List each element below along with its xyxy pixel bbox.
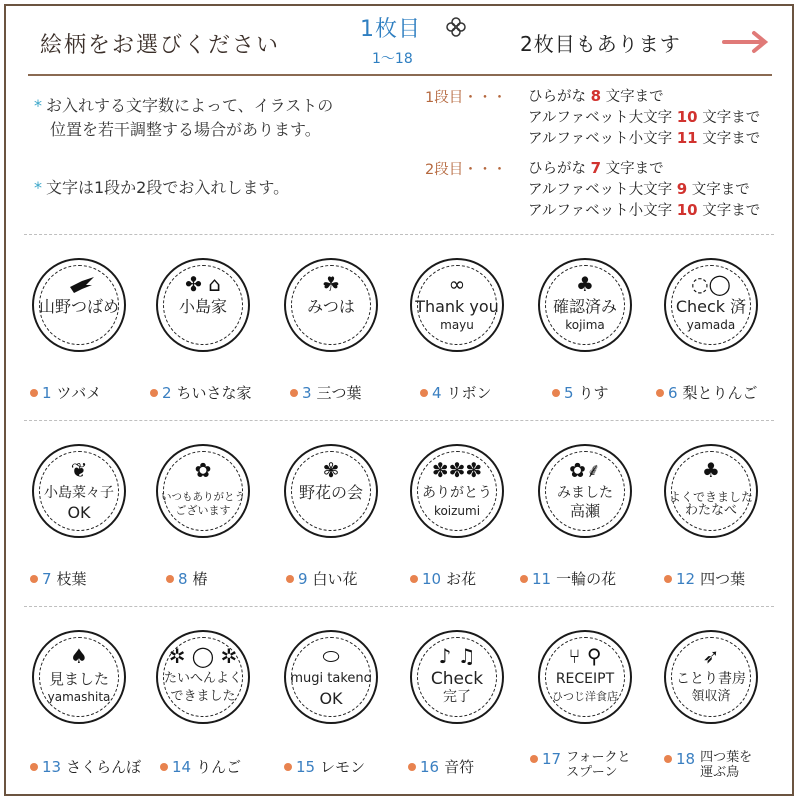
pear-apple-icon: ◌◯ — [691, 272, 731, 296]
caption-12: 12 四つ葉 — [664, 570, 745, 588]
apple-icon: ✲ ◯ ✲ — [168, 644, 238, 668]
four-leaf-icon: ♣ — [702, 458, 720, 482]
stamp-18[interactable]: ➶ ことり書房 領収済 — [664, 630, 758, 724]
stamp-16[interactable]: ♪ ♫ Check 完了 — [410, 630, 504, 724]
caption-17: 17 フォークと スプーン — [530, 750, 630, 780]
caption-16: 16 音符 — [408, 758, 474, 776]
caption-8: 8 椿 — [166, 570, 208, 588]
sheet-range: 1〜18 — [372, 51, 413, 67]
divider — [24, 606, 774, 607]
caption-6: 6 梨とりんご — [656, 384, 758, 402]
caption-9: 9 白い花 — [286, 570, 358, 588]
caption-7: 7 枝葉 — [30, 570, 87, 588]
caption-5: 5 りす — [552, 384, 609, 402]
cherry-icon: ♠ — [70, 644, 88, 668]
lemon-icon: ⬭ — [322, 644, 340, 668]
stamp-2[interactable]: ✤ ⌂ 小島家 — [156, 258, 250, 352]
bird-clover-icon: ➶ — [702, 644, 720, 668]
sheet-label: 1枚目 — [360, 17, 421, 42]
stamp-4[interactable]: ∞ Thank you mayu — [410, 258, 504, 352]
fork-spoon-icon: ⑂ ⚲ — [568, 644, 602, 668]
caption-10: 10 お花 — [410, 570, 476, 588]
header-divider — [28, 74, 772, 76]
stamp-6[interactable]: ◌◯ Check 済 yamada — [664, 258, 758, 352]
note-position: * お入れする文字数によって、イラストの 位置を若干調整する場合があります。 — [34, 96, 334, 139]
page-title: 絵柄をお選びください — [40, 33, 281, 58]
ribbon-icon: ∞ — [448, 272, 466, 296]
caption-18: 18 四つ葉を 運ぶ鳥 — [664, 750, 752, 780]
stamp-17[interactable]: ⑂ ⚲ RECEIPT ひつじ洋食店 — [538, 630, 632, 724]
rule-row2-head: 2段目・・・ — [425, 162, 507, 178]
caption-3: 3 三つ葉 — [290, 384, 362, 402]
squirrel-icon: ♣ — [576, 272, 594, 296]
caption-11: 11 一輪の花 — [520, 570, 616, 588]
white-flower-icon: ✾ — [322, 458, 340, 482]
clover-icon: ☘ — [322, 272, 340, 296]
caption-14: 14 りんご — [160, 758, 241, 776]
caption-13: 13 さくらんぼ — [30, 758, 141, 776]
stamp-15[interactable]: ⬭ mugi takeno OK — [284, 630, 378, 724]
stamp-1[interactable]: 山野つばめ — [32, 258, 126, 352]
stamp-7[interactable]: ❦ 小島菜々子 OK — [32, 444, 126, 538]
stamp-9[interactable]: ✾ 野花の会 — [284, 444, 378, 538]
camellia-icon: ✿ — [194, 458, 212, 482]
caption-4: 4 リボン — [420, 384, 492, 402]
caption-1: 1 ツバメ — [30, 384, 101, 402]
divider — [24, 234, 774, 235]
music-note-icon: ♪ ♫ — [438, 644, 476, 668]
house-icon: ✤ ⌂ — [185, 272, 221, 296]
stamp-8[interactable]: ✿ いつもありがとう ございます — [156, 444, 250, 538]
caption-2: 2 ちいさな家 — [150, 384, 252, 402]
divider — [24, 420, 774, 421]
next-sheet-link[interactable]: 2枚目もあります — [520, 32, 681, 56]
arrow-right-icon[interactable] — [720, 28, 772, 56]
rule-row1-head: 1段目・・・ — [425, 90, 507, 106]
stamp-5[interactable]: ♣ 確認済み kojima — [538, 258, 632, 352]
clover-icon — [445, 16, 467, 38]
stamp-13[interactable]: ♠ 見ました yamashita — [32, 630, 126, 724]
stamp-11[interactable]: ✿⸙ みました 高瀬 — [538, 444, 632, 538]
stamp-3[interactable]: ☘ みつは — [284, 258, 378, 352]
stamp-10[interactable]: ✽✽✽ ありがとう koizumi — [410, 444, 504, 538]
rule-row2: ひらがな 7 文字まで アルファベット大文字 9 文字まで アルファベット小文字 10 文字まで — [528, 159, 761, 219]
note-lines: * 文字は1段か2段でお入れします。 — [34, 178, 290, 197]
stamp-12[interactable]: ♣ よくできました わたなべ — [664, 444, 758, 538]
swallow-icon — [34, 273, 128, 299]
single-flower-icon: ✿⸙ — [569, 458, 601, 482]
rule-row1: ひらがな 8 文字まで アルファベット大文字 10 文字まで アルファベット小文字 11 文字まで — [528, 87, 761, 147]
caption-15: 15 レモン — [284, 758, 365, 776]
branch-icon: ❦ — [70, 458, 88, 482]
stamp-14[interactable]: ✲ ◯ ✲ たいへんよく できました — [156, 630, 250, 724]
flowers-icon: ✽✽✽ — [431, 458, 483, 482]
